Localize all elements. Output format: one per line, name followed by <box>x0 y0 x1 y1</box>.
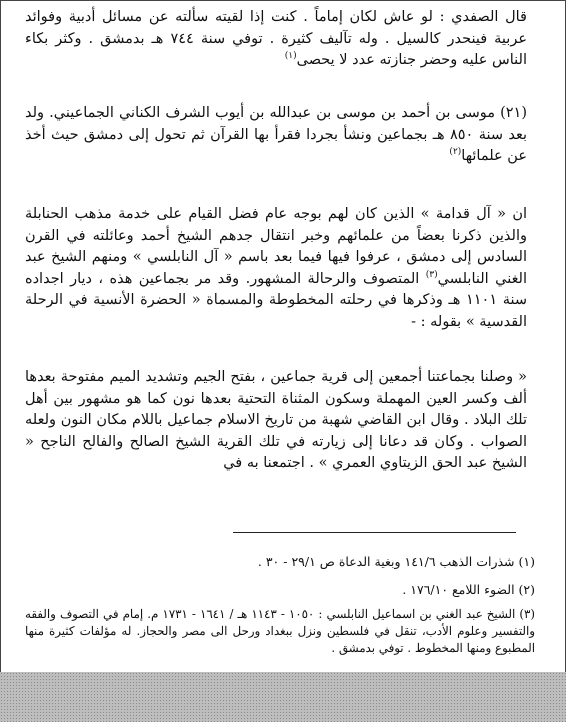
paragraph-safadi-quote <box>25 7 527 72</box>
paragraph-al-qudama <box>25 204 527 333</box>
paragraph-biography-21 <box>25 103 527 168</box>
footnote-text: (٣) الشيخ عبد الغني بن اسماعيل النابلسي : ١٠٥٠ - ١١٤٣ هـ / ١٦٤١ - ١٧٣١ م. إمام في التصوف والفقه والتفسير وعلوم الأدب، تنقل في فلسطين ونزل ببغداد ورحل الى مصر والحجاز. له مؤلفات كثيرة منها المطبوع ومنها المخطوط . توفي بدمشق . <box>25 607 535 655</box>
paragraph-text: المتصوف والرحالة المشهور. وقد مر بجماعين هذه ، ديار اجداده سنة ١١٠١ هـ وذكرها في رحلته المخطوطة والمسماة « الحضرة الأنسية في الرحلة القدسية » بقوله : - <box>25 270 527 330</box>
paragraph-text: ان « آل قدامة » الذين كان لهم بوجه عام فضل القيام على خدمة مذهب الحنابلة والذين ذكرنا بعضاً من علمائهم وخبر انتقال جدهم الشيخ أحمد وعائلته في القرن السادس إلى دمشق ، عرفوا فيها فيما بعد باسم « آل النابلسي » ومنهم الشيخ عبد الغني النابلسي <box>25 206 528 287</box>
footnote-divider <box>233 532 516 533</box>
paragraph-text: (٢١) موسى بن أحمد بن موسى بن عبدالله بن أيوب الشرف الكناني الجماعيني. ولد بعد سنة ٨٥٠ هـ بجماعين ونشأ بجردا فقرأ بها القرآن ثم تحول إلى دمشق حيث أخذ عن علمائها <box>25 105 527 164</box>
footnote-1 <box>25 552 535 571</box>
footnote-ref[interactable]: (٢) <box>449 147 462 158</box>
footnote-ref[interactable]: (١) <box>284 51 297 62</box>
paragraph-text: « وصلنا بجماعتنا أجمعين إلى قرية جماعين ، بفتح الجيم وتشديد الميم مفتوحة بعدها ألف وكسر العين المهملة وسكون المثناة التحتية بعدها نون كما هو مشهور بين أهل تلك البلاد . وقال ابن القاضي شهبة من تاريخ الاسلام جماعيل باللام مكان النون ولعله الصواب . وكان قد دعانا إلى زيارته في تلك القرية الشيخ الصالح والفالح الناجح « الشيخ عبد الحق الزيتاوي العمري » . اجتمعنا به في <box>25 369 527 471</box>
footnote-text: (١) شذرات الذهب ١٤١/٦ وبغية الدعاة ص ٢٩/١ - ٣٠ . <box>257 554 535 569</box>
footnote-3 <box>25 606 535 657</box>
footnote-text: (٢) الضوء اللامع ١٧٦/١٠ . <box>402 582 535 597</box>
footnote-2 <box>25 580 535 599</box>
footnote-ref[interactable]: (٣) <box>425 269 438 280</box>
paragraph-rihla-quote <box>25 367 527 475</box>
paragraph-text: قال الصفدي : لو عاش لكان إماماً . كنت إذا لقيته سألته عن مسائل أدبية وفوائد عربية فينحدر كالسيل . وله تآليف كثيرة . توفي سنة ٧٤٤ هـ بدمشق . وكثر بكاء الناس عليه وحضر جنازته عدد لا يحصى <box>25 9 527 68</box>
scan-background-band <box>0 672 566 722</box>
